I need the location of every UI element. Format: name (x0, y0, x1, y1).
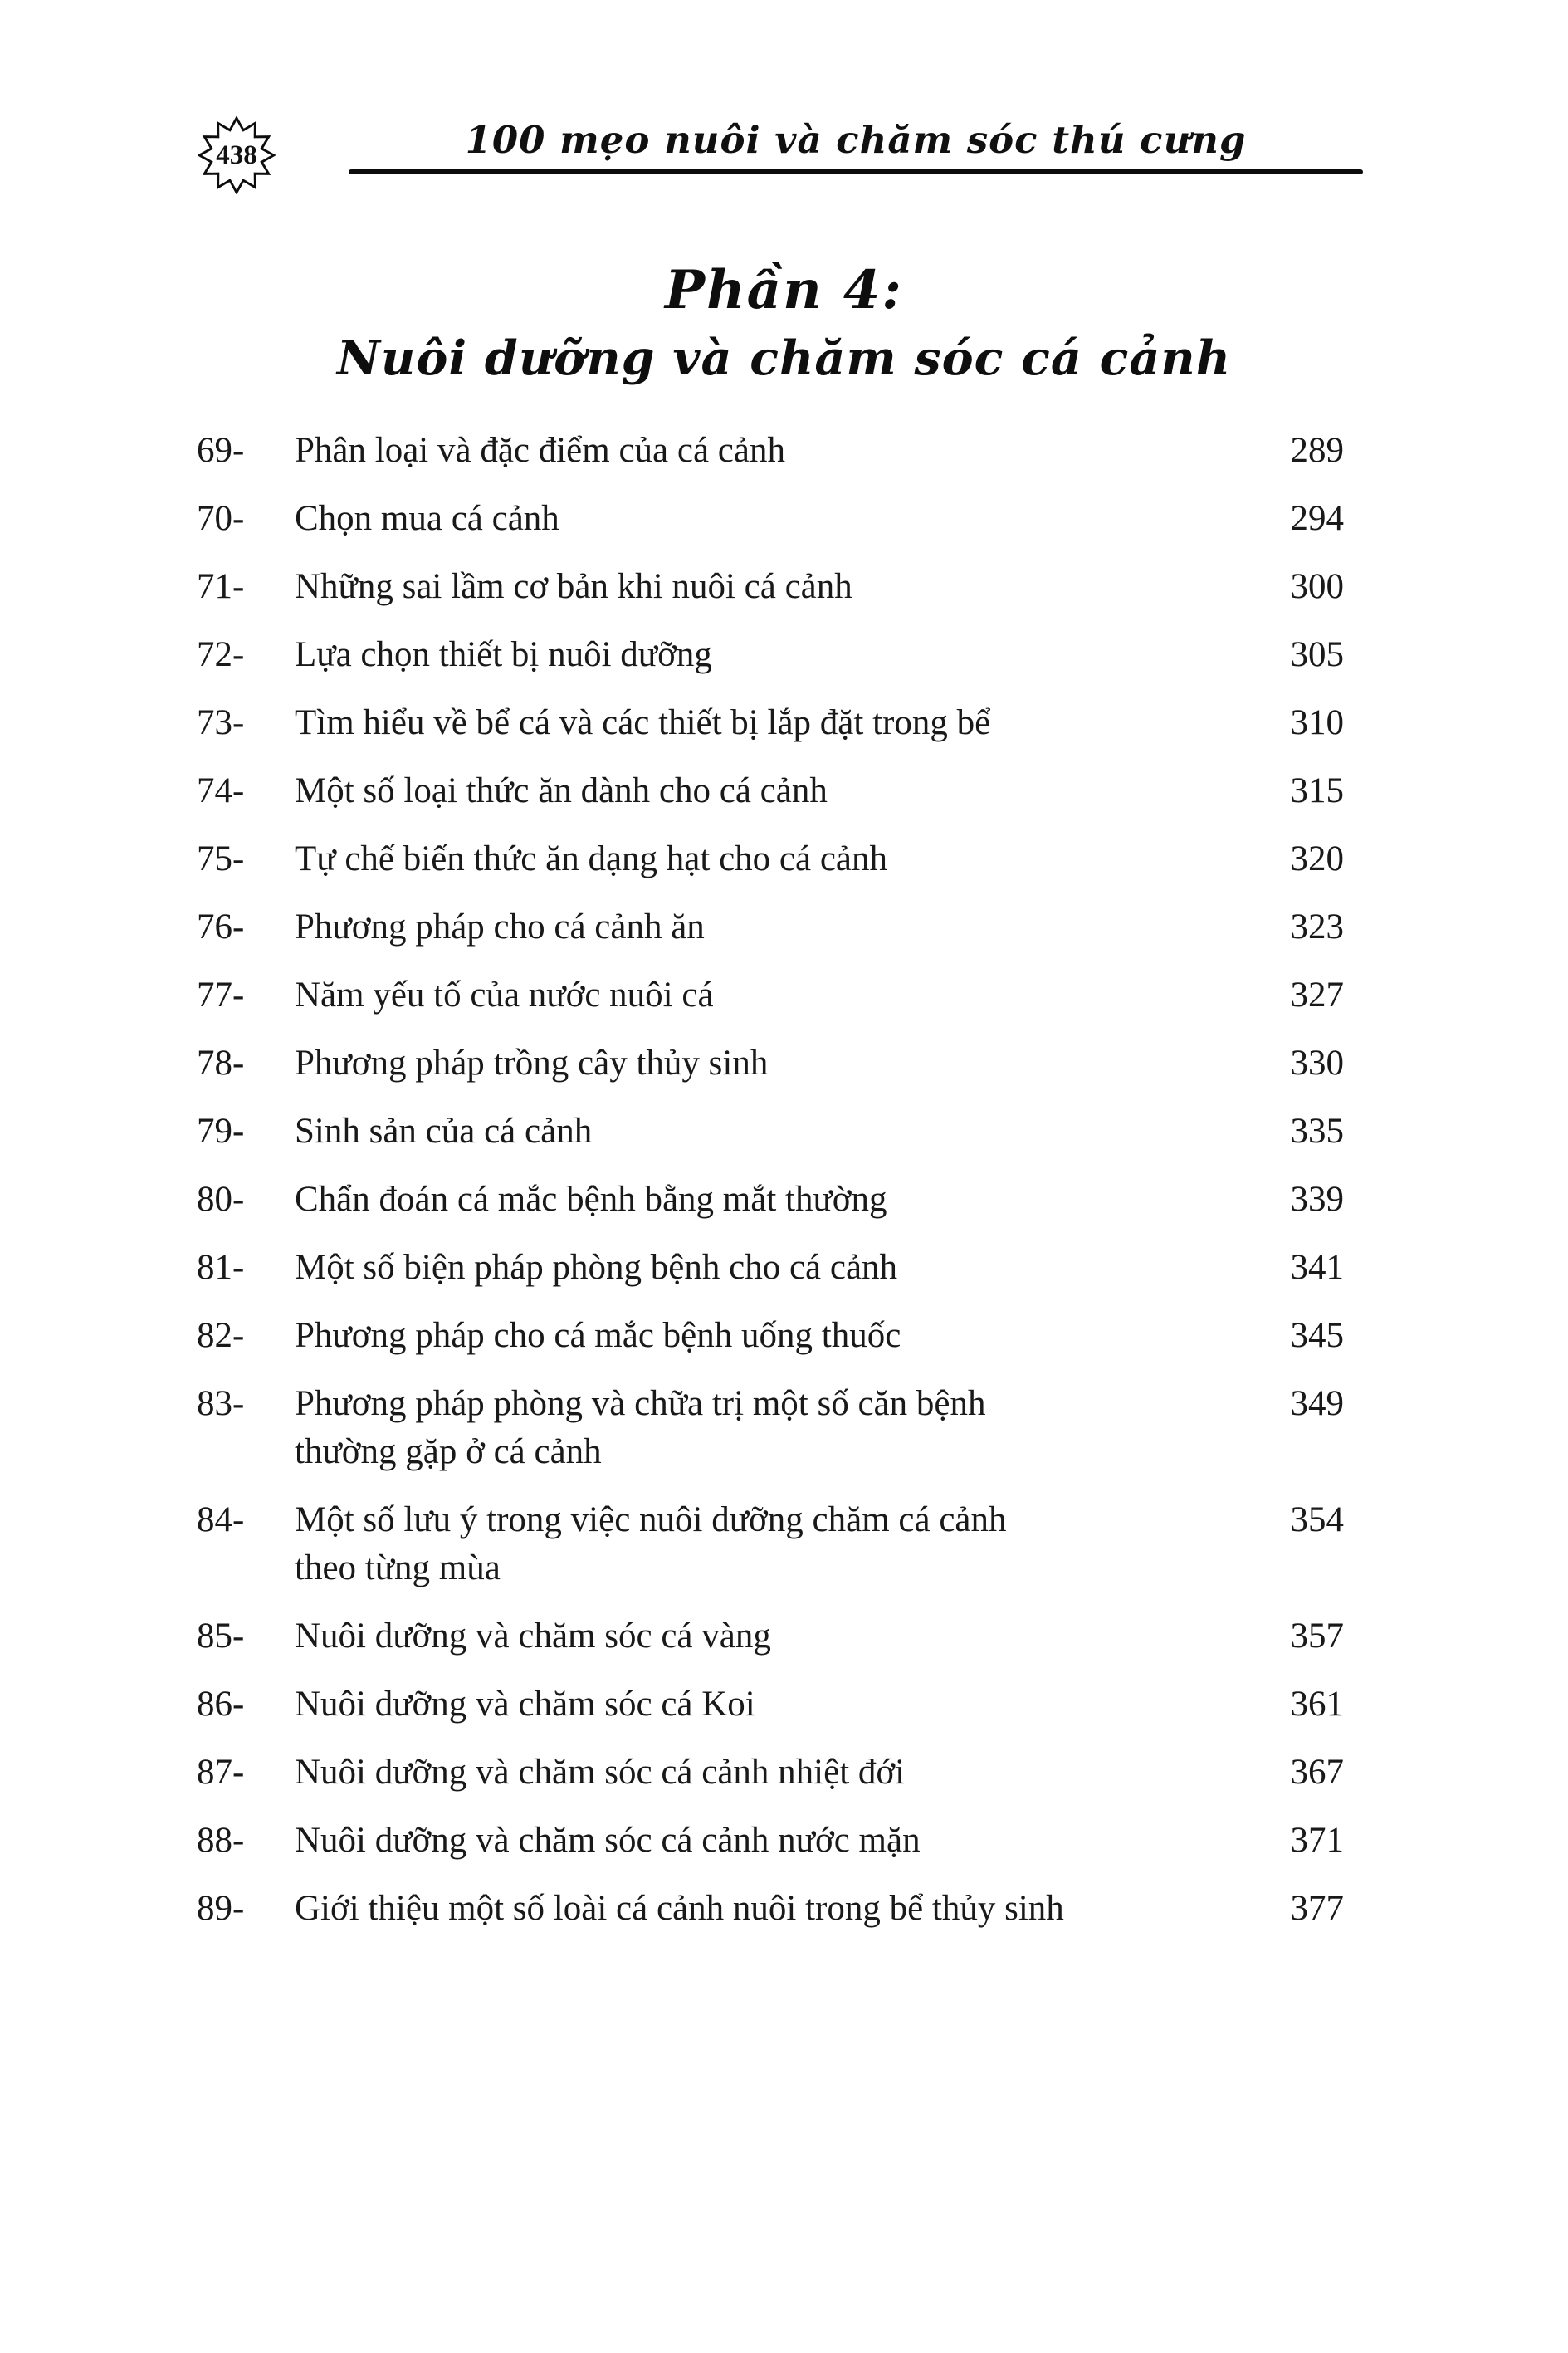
entry-title-line1: Phương pháp phòng và chữa trị một số căn bệnh (295, 1384, 986, 1423)
entry-title (295, 1885, 1258, 1933)
entry-title-line1: Nuôi dưỡng và chăm sóc cá cảnh nhiệt đới (295, 1753, 906, 1792)
entry-number: 79- (197, 1112, 245, 1151)
toc-entry (197, 1612, 1344, 1661)
toc-entry (197, 1496, 1344, 1592)
entry-number: 76- (197, 907, 245, 947)
entry-number: 83- (197, 1384, 245, 1423)
entry-page-number: 354 (1290, 1500, 1344, 1539)
entry-page-number: 300 (1290, 567, 1344, 606)
entry-title (295, 1176, 1258, 1224)
entry-title-line2: thường gặp ở cá cảnh (295, 1432, 602, 1471)
entry-number: 77- (197, 976, 245, 1015)
entry-title (295, 1244, 1258, 1292)
entry-number: 84- (197, 1500, 245, 1539)
toc-entry (197, 699, 1344, 747)
toc-entry (197, 1040, 1344, 1088)
entry-page-number: 315 (1290, 771, 1344, 810)
entry-page-number: 349 (1290, 1384, 1344, 1423)
entry-page-number: 345 (1290, 1316, 1344, 1355)
toc-entry (197, 631, 1344, 679)
entry-title-line1: Những sai lầm cơ bản khi nuôi cá cảnh (295, 567, 852, 606)
entry-title (295, 1817, 1258, 1865)
entry-page-number: 320 (1290, 839, 1344, 878)
toc-entry (197, 427, 1344, 475)
part-subtitle: Nuôi dưỡng và chăm sóc cá cảnh (336, 330, 1232, 386)
toc-entry (197, 1312, 1344, 1360)
entry-title-line1: Nuôi dưỡng và chăm sóc cá Koi (295, 1685, 755, 1724)
entry-title (295, 835, 1258, 883)
entry-title-line1: Năm yếu tố của nước nuôi cá (295, 976, 714, 1015)
toc-entry (197, 767, 1344, 815)
toc-entry (197, 563, 1344, 611)
running-title: 100 mẹo nuôi và chăm sóc thú cưng (465, 118, 1247, 162)
entry-page-number: 294 (1290, 499, 1344, 538)
entry-title-line1: Tìm hiểu về bể cá và các thiết bị lắp đặt trong bể (295, 703, 991, 742)
entry-title-line1: Một số lưu ý trong việc nuôi dưỡng chăm cá cảnh (295, 1500, 1007, 1539)
entry-title-line1: Phương pháp trồng cây thủy sinh (295, 1044, 769, 1083)
entry-page-number: 367 (1290, 1753, 1344, 1792)
entry-title-line1: Lựa chọn thiết bị nuôi dưỡng (295, 635, 712, 674)
entry-title-line1: Chọn mua cá cảnh (295, 499, 559, 538)
entry-title (295, 767, 1258, 815)
entry-number: 78- (197, 1044, 245, 1083)
entry-number: 72- (197, 635, 245, 674)
entry-page-number: 341 (1290, 1248, 1344, 1287)
entry-number: 87- (197, 1753, 245, 1792)
entry-title-line1: Phương pháp cho cá cảnh ăn (295, 907, 705, 947)
entry-number: 89- (197, 1889, 245, 1928)
entry-title (295, 699, 1258, 747)
toc-entry (197, 903, 1344, 951)
header-rule (349, 169, 1363, 174)
entry-title (295, 427, 1258, 475)
entry-title (295, 903, 1258, 951)
entry-number: 88- (197, 1821, 245, 1860)
toc-entry (197, 1176, 1344, 1224)
entry-title (295, 1749, 1258, 1797)
toc-entry (197, 495, 1344, 543)
toc-entry (197, 1380, 1344, 1476)
entry-title (295, 563, 1258, 611)
entry-title (295, 495, 1258, 543)
entry-page-number: 371 (1290, 1821, 1344, 1860)
entry-title-line2: theo từng mùa (295, 1548, 501, 1587)
entry-number: 82- (197, 1316, 245, 1355)
entry-title-line1: Phân loại và đặc điểm của cá cảnh (295, 431, 785, 470)
toc-entry (197, 1817, 1344, 1865)
entry-page-number: 339 (1290, 1180, 1344, 1219)
toc-entry (197, 1108, 1344, 1156)
entry-number: 81- (197, 1248, 245, 1287)
entry-number: 80- (197, 1180, 245, 1219)
entry-page-number: 357 (1290, 1617, 1344, 1656)
entry-page-number: 310 (1290, 703, 1344, 742)
entry-title-line1: Nuôi dưỡng và chăm sóc cá vàng (295, 1617, 771, 1656)
entry-title (295, 1312, 1258, 1360)
entry-number: 86- (197, 1685, 245, 1724)
part-title: Phần 4: (664, 259, 904, 321)
entry-title (295, 1496, 1258, 1592)
entry-number: 75- (197, 839, 245, 878)
entry-title (295, 1040, 1258, 1088)
entry-page-number: 305 (1290, 635, 1344, 674)
entry-page-number: 377 (1290, 1889, 1344, 1928)
toc-entry (197, 1885, 1344, 1933)
entry-title (295, 971, 1258, 1020)
entry-title (295, 1612, 1258, 1661)
entry-number: 70- (197, 499, 245, 538)
entry-title (295, 1108, 1258, 1156)
entry-number: 69- (197, 431, 245, 470)
entry-title-line1: Phương pháp cho cá mắc bệnh uống thuốc (295, 1316, 901, 1355)
entry-title-line1: Giới thiệu một số loài cá cảnh nuôi trong bể thủy sinh (295, 1889, 1064, 1928)
entry-page-number: 289 (1290, 431, 1344, 470)
entry-title (295, 1380, 1258, 1476)
page-number-badge (198, 116, 276, 194)
entry-page-number: 323 (1290, 907, 1344, 947)
toc-entry (197, 1680, 1344, 1729)
entry-page-number: 361 (1290, 1685, 1344, 1724)
entry-page-number: 327 (1290, 976, 1344, 1015)
toc-entry (197, 1244, 1344, 1292)
page-number: 438 (216, 139, 257, 170)
entry-page-number: 330 (1290, 1044, 1344, 1083)
entry-number: 74- (197, 771, 245, 810)
toc-entry (197, 1749, 1344, 1797)
toc-entry (197, 971, 1344, 1020)
entry-title (295, 631, 1258, 679)
entry-number: 71- (197, 567, 245, 606)
entry-title-line1: Một số loại thức ăn dành cho cá cảnh (295, 771, 828, 810)
entry-title-line1: Nuôi dưỡng và chăm sóc cá cảnh nước mặn (295, 1821, 921, 1860)
toc-entry (197, 835, 1344, 883)
entry-title-line1: Chẩn đoán cá mắc bệnh bằng mắt thường (295, 1180, 887, 1219)
entry-page-number: 335 (1290, 1112, 1344, 1151)
entry-title-line1: Một số biện pháp phòng bệnh cho cá cảnh (295, 1248, 898, 1287)
entry-number: 73- (197, 703, 245, 742)
toc-list (197, 427, 1344, 1953)
entry-title-line1: Tự chế biến thức ăn dạng hạt cho cá cảnh (295, 839, 887, 878)
entry-number: 85- (197, 1617, 245, 1656)
entry-title (295, 1680, 1258, 1729)
entry-title-line1: Sinh sản của cá cảnh (295, 1112, 593, 1151)
